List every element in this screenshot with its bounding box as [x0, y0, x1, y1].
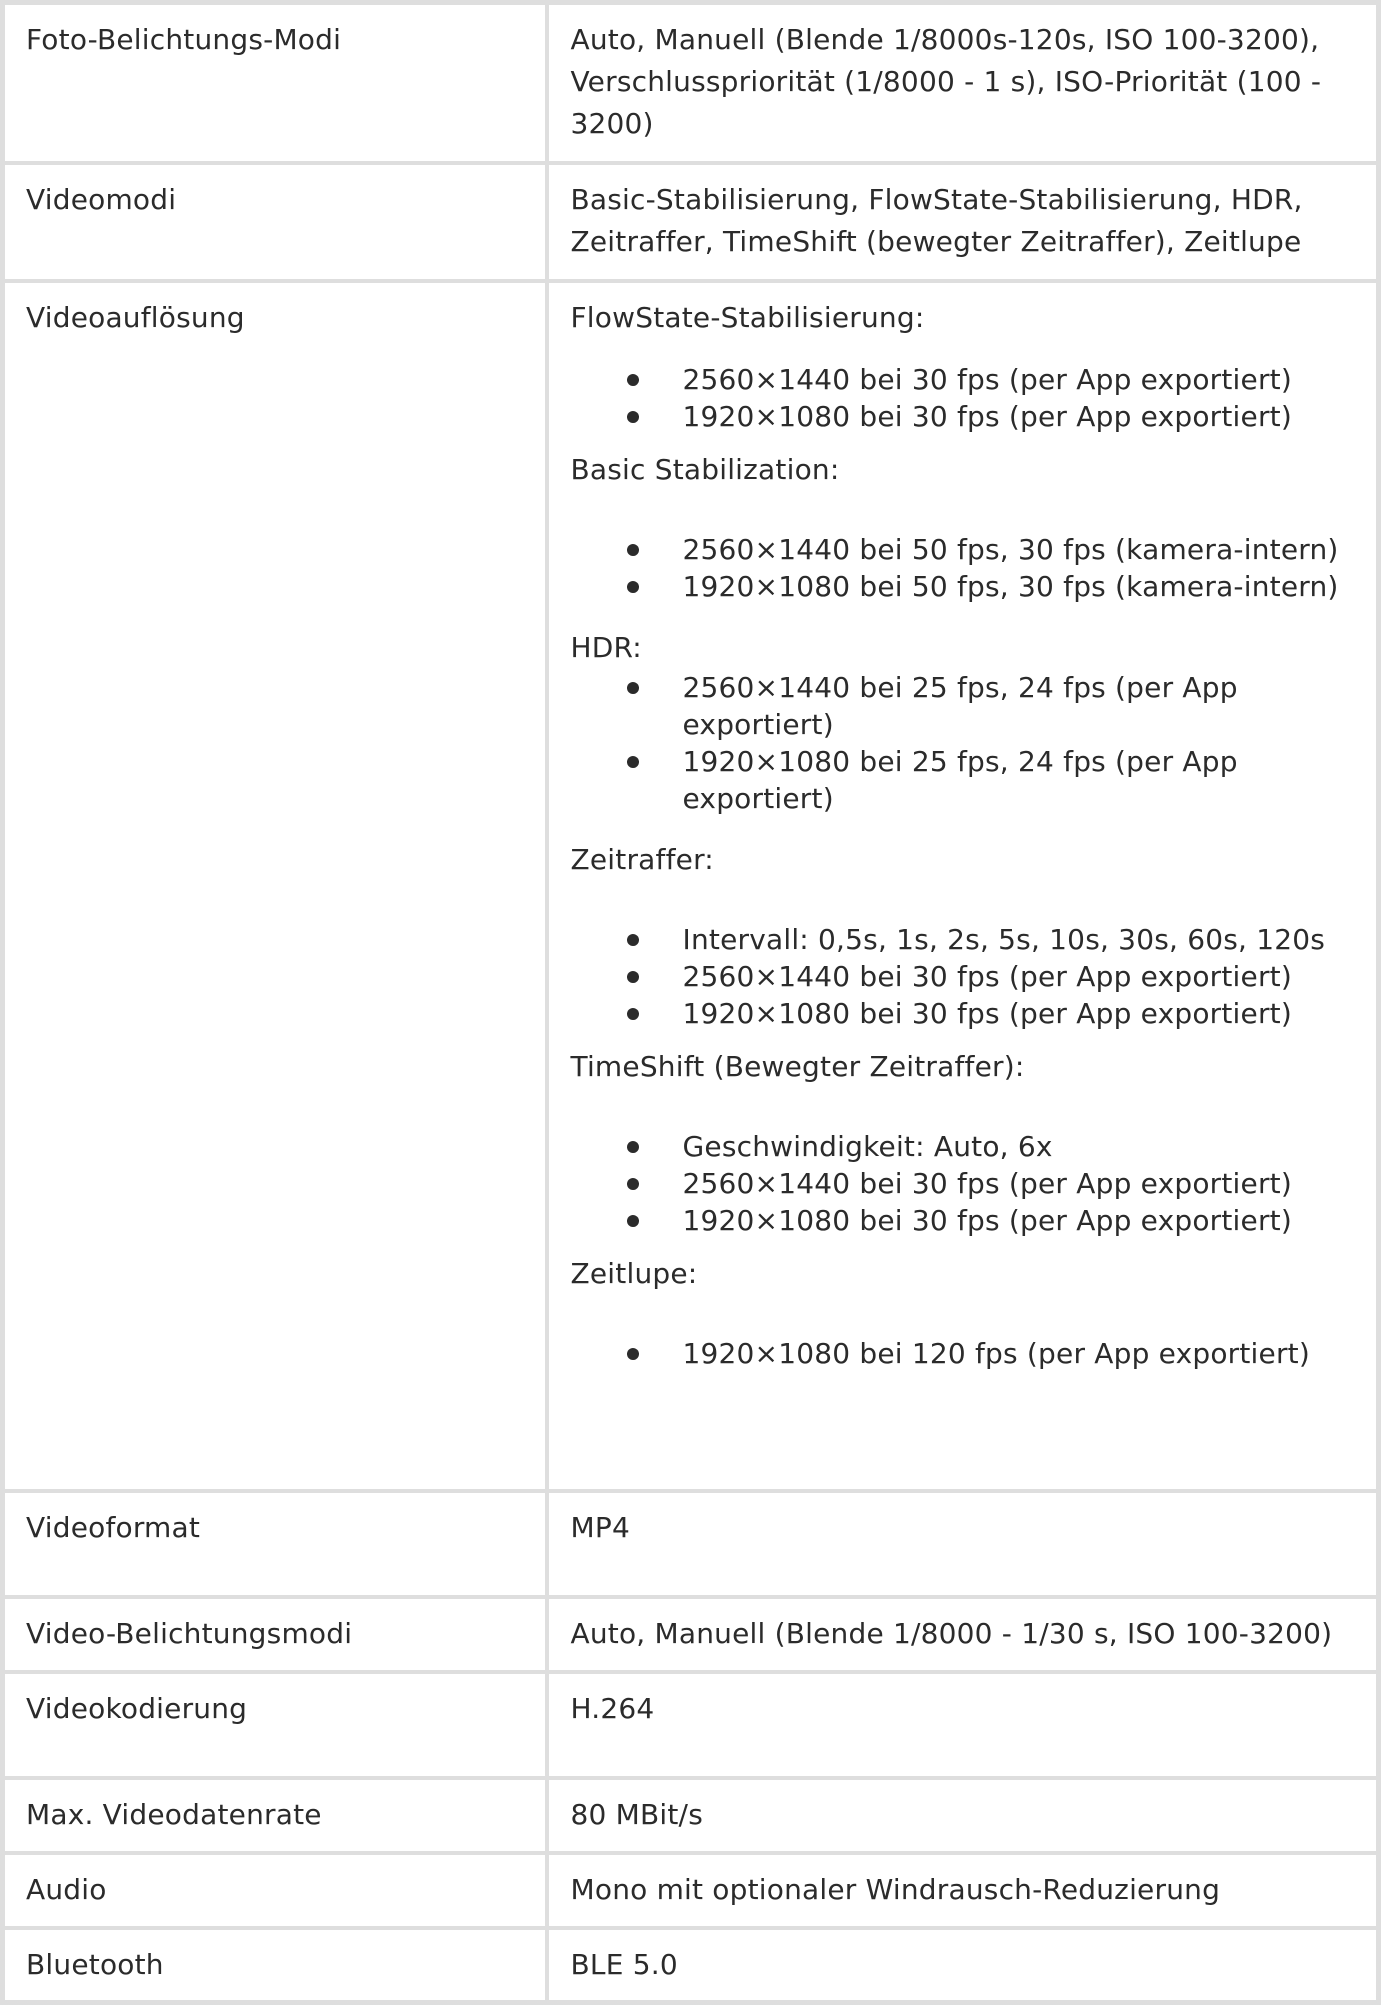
group-title: TimeShift (Bewegter Zeitraffer):	[570, 1049, 1025, 1083]
bullet-list	[571, 531, 1357, 605]
table-row	[3, 163, 1379, 281]
bullet-list	[571, 921, 1357, 1032]
spec-label: Videoauflösung	[3, 281, 547, 1491]
table-row	[3, 1778, 1379, 1853]
spec-value: H.264	[547, 1672, 1379, 1778]
bullet-list	[571, 1335, 1357, 1372]
list-item: 1920×1080 bei 50 fps, 30 fps (kamera-intern)	[571, 568, 1357, 605]
group-title: FlowState-Stabilisierung:	[570, 300, 925, 334]
spec-label: Videoformat	[3, 1491, 547, 1597]
spec-label: Foto-Belichtungs-Modi	[3, 3, 547, 163]
list-item: 2560×1440 bei 25 fps, 24 fps (per App exportiert)	[571, 669, 1357, 743]
list-item: 2560×1440 bei 50 fps, 30 fps (kamera-intern)	[571, 531, 1357, 568]
list-item: 1920×1080 bei 30 fps (per App exportiert)	[571, 995, 1357, 1032]
table-row	[3, 1672, 1379, 1778]
group-title: HDR:	[570, 630, 642, 664]
list-item: 1920×1080 bei 30 fps (per App exportiert)	[571, 398, 1357, 435]
table-row	[3, 281, 1379, 1491]
list-item: 1920×1080 bei 120 fps (per App exportiert)	[571, 1335, 1357, 1372]
spec-label: Videokodierung	[3, 1672, 547, 1778]
table-row	[3, 1853, 1379, 1928]
list-item: 1920×1080 bei 25 fps, 24 fps (per App exportiert)	[571, 743, 1357, 817]
list-item: Geschwindigkeit: Auto, 6x	[571, 1128, 1357, 1165]
spec-label: Video-Belichtungsmodi	[3, 1597, 547, 1672]
spec-value: Mono mit optionaler Windrausch-Reduzierung	[547, 1853, 1379, 1928]
spec-value: MP4	[547, 1491, 1379, 1597]
spec-value: 80 MBit/s	[547, 1778, 1379, 1853]
spec-label: Audio	[3, 1853, 547, 1928]
list-item: 1920×1080 bei 30 fps (per App exportiert)	[571, 1202, 1357, 1239]
spec-value: BLE 5.0	[547, 1928, 1379, 2003]
group-title: Basic Stabilization:	[570, 452, 840, 486]
group-title: Zeitraffer:	[570, 842, 714, 876]
group-title: Zeitlupe:	[570, 1256, 698, 1290]
table-row	[3, 1928, 1379, 2003]
list-item: 2560×1440 bei 30 fps (per App exportiert)	[571, 361, 1357, 398]
bullet-list	[571, 669, 1357, 817]
spec-value: Basic-Stabilisierung, FlowState-Stabilisierung, HDR, Zeitraffer, TimeShift (bewegter Zeitraffer), Zeitlupe	[547, 163, 1379, 281]
table-row	[3, 1597, 1379, 1672]
list-item: Intervall: 0,5s, 1s, 2s, 5s, 10s, 30s, 60s, 120s	[571, 921, 1357, 958]
spec-value-groups	[547, 281, 1379, 1491]
spec-value: Auto, Manuell (Blende 1/8000s-120s, ISO 100-3200), Verschlusspriorität (1/8000 - 1 s), ISO-Priorität (100 - 3200)	[547, 3, 1379, 163]
table-row	[3, 1491, 1379, 1597]
bullet-list	[571, 361, 1357, 435]
bullet-list	[571, 1128, 1357, 1239]
spec-label: Bluetooth	[3, 1928, 547, 2003]
spec-label: Videomodi	[3, 163, 547, 281]
list-item: 2560×1440 bei 30 fps (per App exportiert)	[571, 1165, 1357, 1202]
spec-label: Max. Videodatenrate	[3, 1778, 547, 1853]
spec-value: Auto, Manuell (Blende 1/8000 - 1/30 s, ISO 100-3200)	[547, 1597, 1379, 1672]
table-row	[3, 3, 1379, 163]
list-item: 2560×1440 bei 30 fps (per App exportiert)	[571, 958, 1357, 995]
